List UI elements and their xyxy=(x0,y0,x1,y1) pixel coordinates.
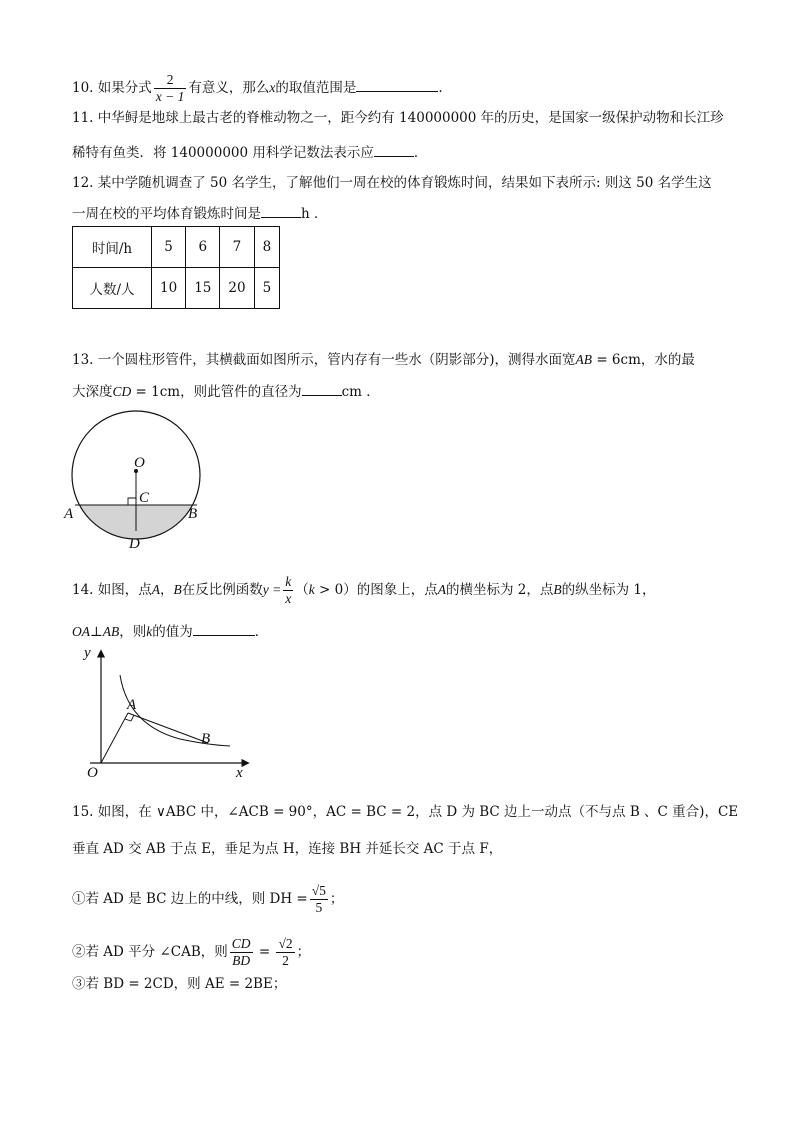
q14-answer-blank[interactable] xyxy=(193,621,255,636)
table-header-count: 人数/人 xyxy=(73,268,152,309)
q14-oa: OA xyxy=(72,624,90,639)
q10-text-post: 的取值范围是 xyxy=(275,80,357,96)
q10-text-mid: 有意义，那么 xyxy=(188,80,270,96)
q15-s2-den: 2 xyxy=(276,952,294,969)
q11-text: 稀特有鱼类．将 140000000 用科学记数法表示应 xyxy=(72,145,374,161)
q14-cond-open: （ xyxy=(295,582,309,598)
q10-text-pre: 如果分式 xyxy=(97,80,152,96)
q15-s1-end: ； xyxy=(329,891,344,907)
q14-point-b2: B xyxy=(553,582,562,597)
q15-statement-2 xyxy=(72,936,310,969)
q14-point-a2: A xyxy=(437,582,446,597)
q14-text-post: 的图象上，点 xyxy=(356,582,438,598)
q10-line xyxy=(72,72,443,105)
q12-line1: 12. 某中学随机调查了 50 名学生，了解他们一周在校的体育锻炼时间，结果如下表所示: 则这 50 名学生这 xyxy=(72,175,712,191)
label-a: A xyxy=(127,697,137,713)
q11-line1: 11. 中华鲟是地球上最古老的脊椎动物之一，距今约有 140000000 年的历史，是国家一级保护动物和长江珍 xyxy=(72,110,724,126)
table-row xyxy=(73,227,280,268)
table-cell: 7 xyxy=(220,227,254,268)
label-c: C xyxy=(139,490,150,506)
q11-line2 xyxy=(72,142,427,163)
label-x: x xyxy=(236,765,243,781)
q13-answer-blank[interactable] xyxy=(302,381,342,396)
q13-text2: 大深度 xyxy=(72,384,113,400)
q11-answer-blank[interactable] xyxy=(374,142,414,157)
q15-statement-3: ③若 BD = 2CD，则 AE = 2BE； xyxy=(72,976,287,992)
q10-frac-numerator: 2 xyxy=(166,72,174,87)
q13-text-post: ，水的最 xyxy=(640,352,695,368)
q14-text-mid: 在反比例函数 xyxy=(181,582,263,598)
label-a: A xyxy=(64,506,74,522)
q14-frac-k: k xyxy=(285,574,292,589)
q14-text-post2: 的横坐标为 2，点 xyxy=(445,582,554,598)
label-d: D xyxy=(129,536,140,552)
q13-line1 xyxy=(72,350,695,370)
q14-text-mid2: ，则 xyxy=(119,624,147,640)
q13-cd-value: = 1cm xyxy=(131,384,181,400)
q14-line1 xyxy=(72,574,656,607)
q14-text-pre: 14. 如图，点 xyxy=(72,582,152,598)
q14-end: ． xyxy=(254,624,269,640)
q14-comma: ， xyxy=(160,582,174,598)
q15-s2-num: √2 xyxy=(278,936,293,951)
q14-ab: AB xyxy=(102,624,120,639)
q12-line2 xyxy=(72,203,328,224)
q12-answer-blank[interactable] xyxy=(261,203,301,218)
q10-frac-denominator: x − 1 xyxy=(155,89,185,104)
q15-s1-text: ①若 AD 是 BC 边上的中线，则 DH = xyxy=(72,891,308,907)
q14-cond-k: k xyxy=(308,582,315,597)
q15-s1-num: √5 xyxy=(311,883,326,898)
q15-s2-fraction-cdbd xyxy=(230,936,253,969)
q13-ab: AB xyxy=(575,352,593,367)
q15-statement-1 xyxy=(72,883,343,916)
label-o: O xyxy=(134,455,145,471)
table-row xyxy=(73,268,280,309)
q15-s2-fraction-root xyxy=(276,936,294,969)
q13-cd: CD xyxy=(112,384,132,399)
q14-cond-rest: > 0） xyxy=(314,582,357,598)
q14-graph-figure xyxy=(80,645,255,780)
q14-fraction xyxy=(283,574,293,607)
q13-text3: ，则此管件的直径为 xyxy=(180,384,302,400)
q13-line2 xyxy=(72,381,380,402)
q15-s1-fraction xyxy=(310,883,328,916)
q10-number: 10. xyxy=(72,80,94,96)
q15-s2-text: ②若 AD 平分 ∠CAB，则 xyxy=(72,944,228,960)
q14-point-b: B xyxy=(173,582,182,597)
q12-end: h ． xyxy=(301,206,328,222)
q13-ab-value: = 6cm xyxy=(592,352,641,368)
q15-s1-den: 5 xyxy=(310,899,328,916)
table-cell: 20 xyxy=(220,268,254,309)
right-angle-mark xyxy=(128,498,136,505)
label-b: B xyxy=(188,506,198,522)
q14-y-eq: y = xyxy=(262,582,282,597)
q12-table xyxy=(72,226,280,309)
segment-ab xyxy=(128,713,208,743)
q10-fraction xyxy=(154,72,187,105)
q14-frac-x: x xyxy=(285,591,292,606)
q12-text: 一周在校的平均体育锻炼时间是 xyxy=(72,206,261,222)
table-cell: 5 xyxy=(152,227,186,268)
label-y: y xyxy=(84,645,91,661)
q15-line2: 垂直 AD 交 AB 于点 E，垂足为点 H，连接 BH 并延长交 AC 于点 F， xyxy=(72,841,503,857)
hyperbola-curve xyxy=(120,675,230,746)
q13-text-pre: 13. 一个圆柱形管件，其横截面如图所示，管内存有一些水（阴影部分)，测得水面宽 xyxy=(72,352,576,368)
q15-s2-end: ； xyxy=(296,944,311,960)
q14-text-post3: 的纵坐标为 1， xyxy=(561,582,656,598)
q15-line1: 15. 如图，在 ∨ABC 中，∠ACB = 90°，AC = BC = 2，点 D 为 BC 边上一动点（不与点 B 、C 重合)，CE xyxy=(72,804,739,820)
table-header-time: 时间/h xyxy=(73,227,152,268)
q14-line2 xyxy=(72,621,268,642)
table-cell: 5 xyxy=(254,268,280,309)
q14-k: k xyxy=(146,624,153,639)
q15-s2-eq: = xyxy=(254,944,275,960)
table-cell: 6 xyxy=(186,227,220,268)
q10-variable: x xyxy=(269,80,276,95)
q15-s2-fden: BD xyxy=(230,952,253,969)
q14-text-post4: 的值为 xyxy=(152,624,193,640)
label-b: B xyxy=(201,731,211,747)
table-cell: 10 xyxy=(152,268,186,309)
segment-oa xyxy=(101,713,128,763)
q13-circle-figure xyxy=(64,405,210,555)
q15-s2-fnum: CD xyxy=(231,936,251,951)
q14-point-a: A xyxy=(151,582,161,597)
q13-end: cm ． xyxy=(341,384,380,400)
label-o: O xyxy=(87,765,98,781)
table-cell: 15 xyxy=(186,268,220,309)
q10-answer-blank[interactable] xyxy=(356,77,438,92)
table-cell: 8 xyxy=(254,227,280,268)
q14-perp: ⊥ xyxy=(90,624,103,640)
q10-end: . xyxy=(438,80,443,96)
q11-end: ． xyxy=(413,145,428,161)
